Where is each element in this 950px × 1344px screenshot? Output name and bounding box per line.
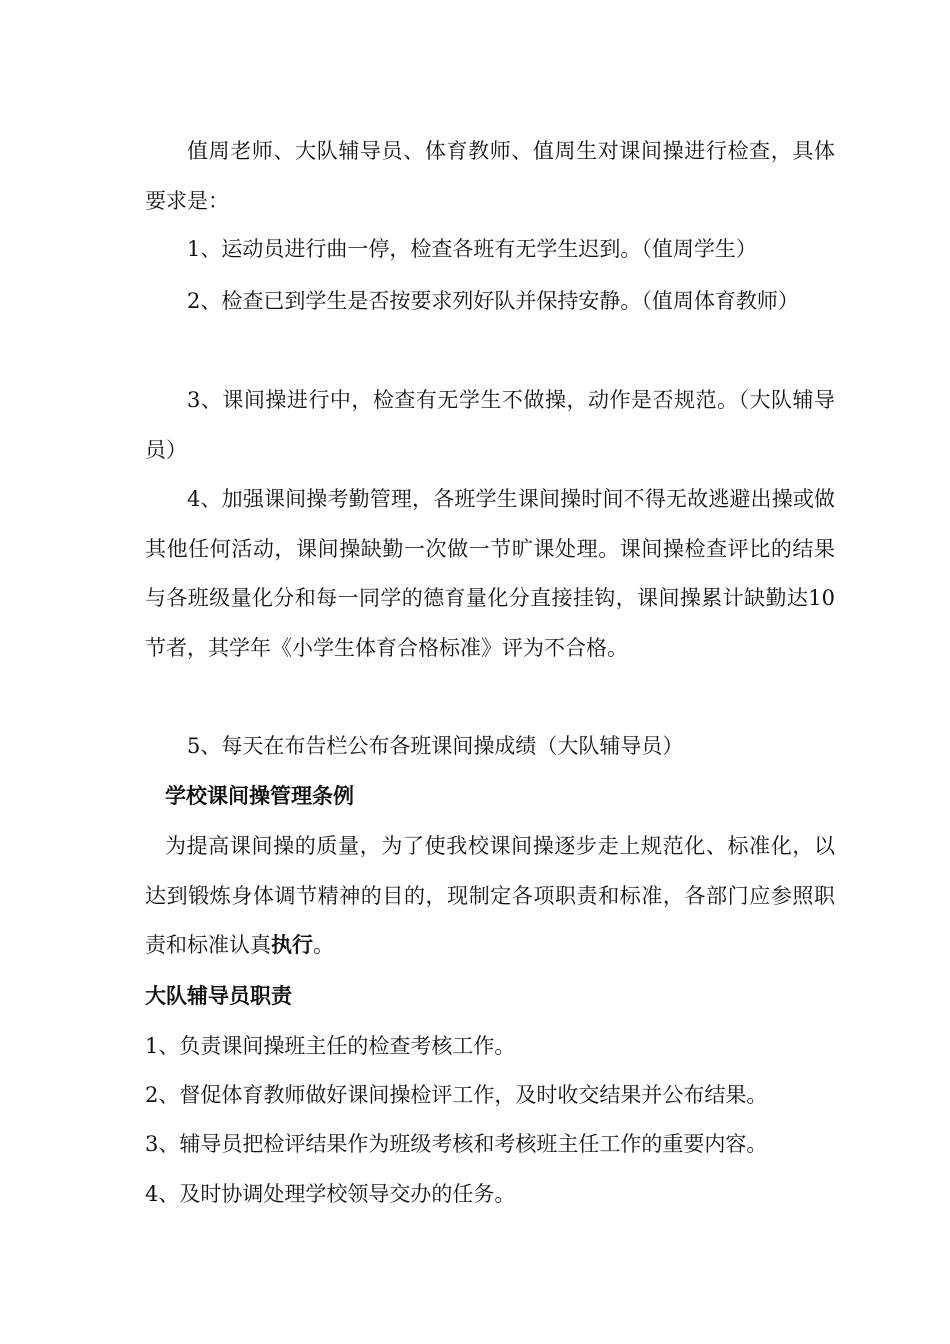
requirement-item-2: 2、检查已到学生是否按要求列好队并保持安静。（值周体育教师） (187, 289, 799, 313)
requirement-item-1: 1、运动员进行曲一停，检查各班有无学生迟到。（值周学生） (187, 237, 757, 261)
requirement-item-3: 3、课间操进行中，检查有无学生不做操，动作是否规范。（大队辅导员） (145, 388, 835, 462)
section-body (145, 822, 835, 971)
duties-title: 大队辅导员职责 (145, 984, 292, 1008)
intro-paragraph: 值周老师、大队辅导员、体育教师、值周生对课间操进行检查，具体要求是： (145, 139, 835, 213)
requirement-item-5: 5、每天在布告栏公布各班课间操成绩（大队辅导员） (187, 734, 684, 758)
duty-item-3: 3、辅导员把检评结果作为班级考核和考核班主任工作的重要内容。 (145, 1132, 768, 1156)
section-body-text: 为提高课间操的质量，为了使我校课间操逐步走上规范化、标准化，以达到锻炼身体调节精神的目的，现制定各项职责和标准，各部门应参照职责和标准认真 (145, 834, 835, 958)
requirement-item-4: 4、加强课间操考勤管理，各班学生课间操时间不得无故逃避出操或做其他任何活动，课间操缺勤一次做一节旷课处理。课间操检查评比的结果与各班级量化分和每一同学的德育量化分直接挂钩，课间操累计缺勤达10节者，其学年《小学生体育合格标准》评为不合格。 (145, 487, 835, 660)
duty-item-4: 4、及时协调处理学校领导交办的任务。 (145, 1182, 516, 1206)
duty-item-2: 2、督促体育教师做好课间操检评工作，及时收交结果并公布结果。 (145, 1083, 768, 1107)
section-title: 学校课间操管理条例 (165, 784, 354, 808)
section-body-end: 。 (313, 933, 334, 958)
section-body-emphasis: 执行 (271, 933, 313, 958)
duty-item-1: 1、负责课间操班主任的检查考核工作。 (145, 1034, 516, 1058)
